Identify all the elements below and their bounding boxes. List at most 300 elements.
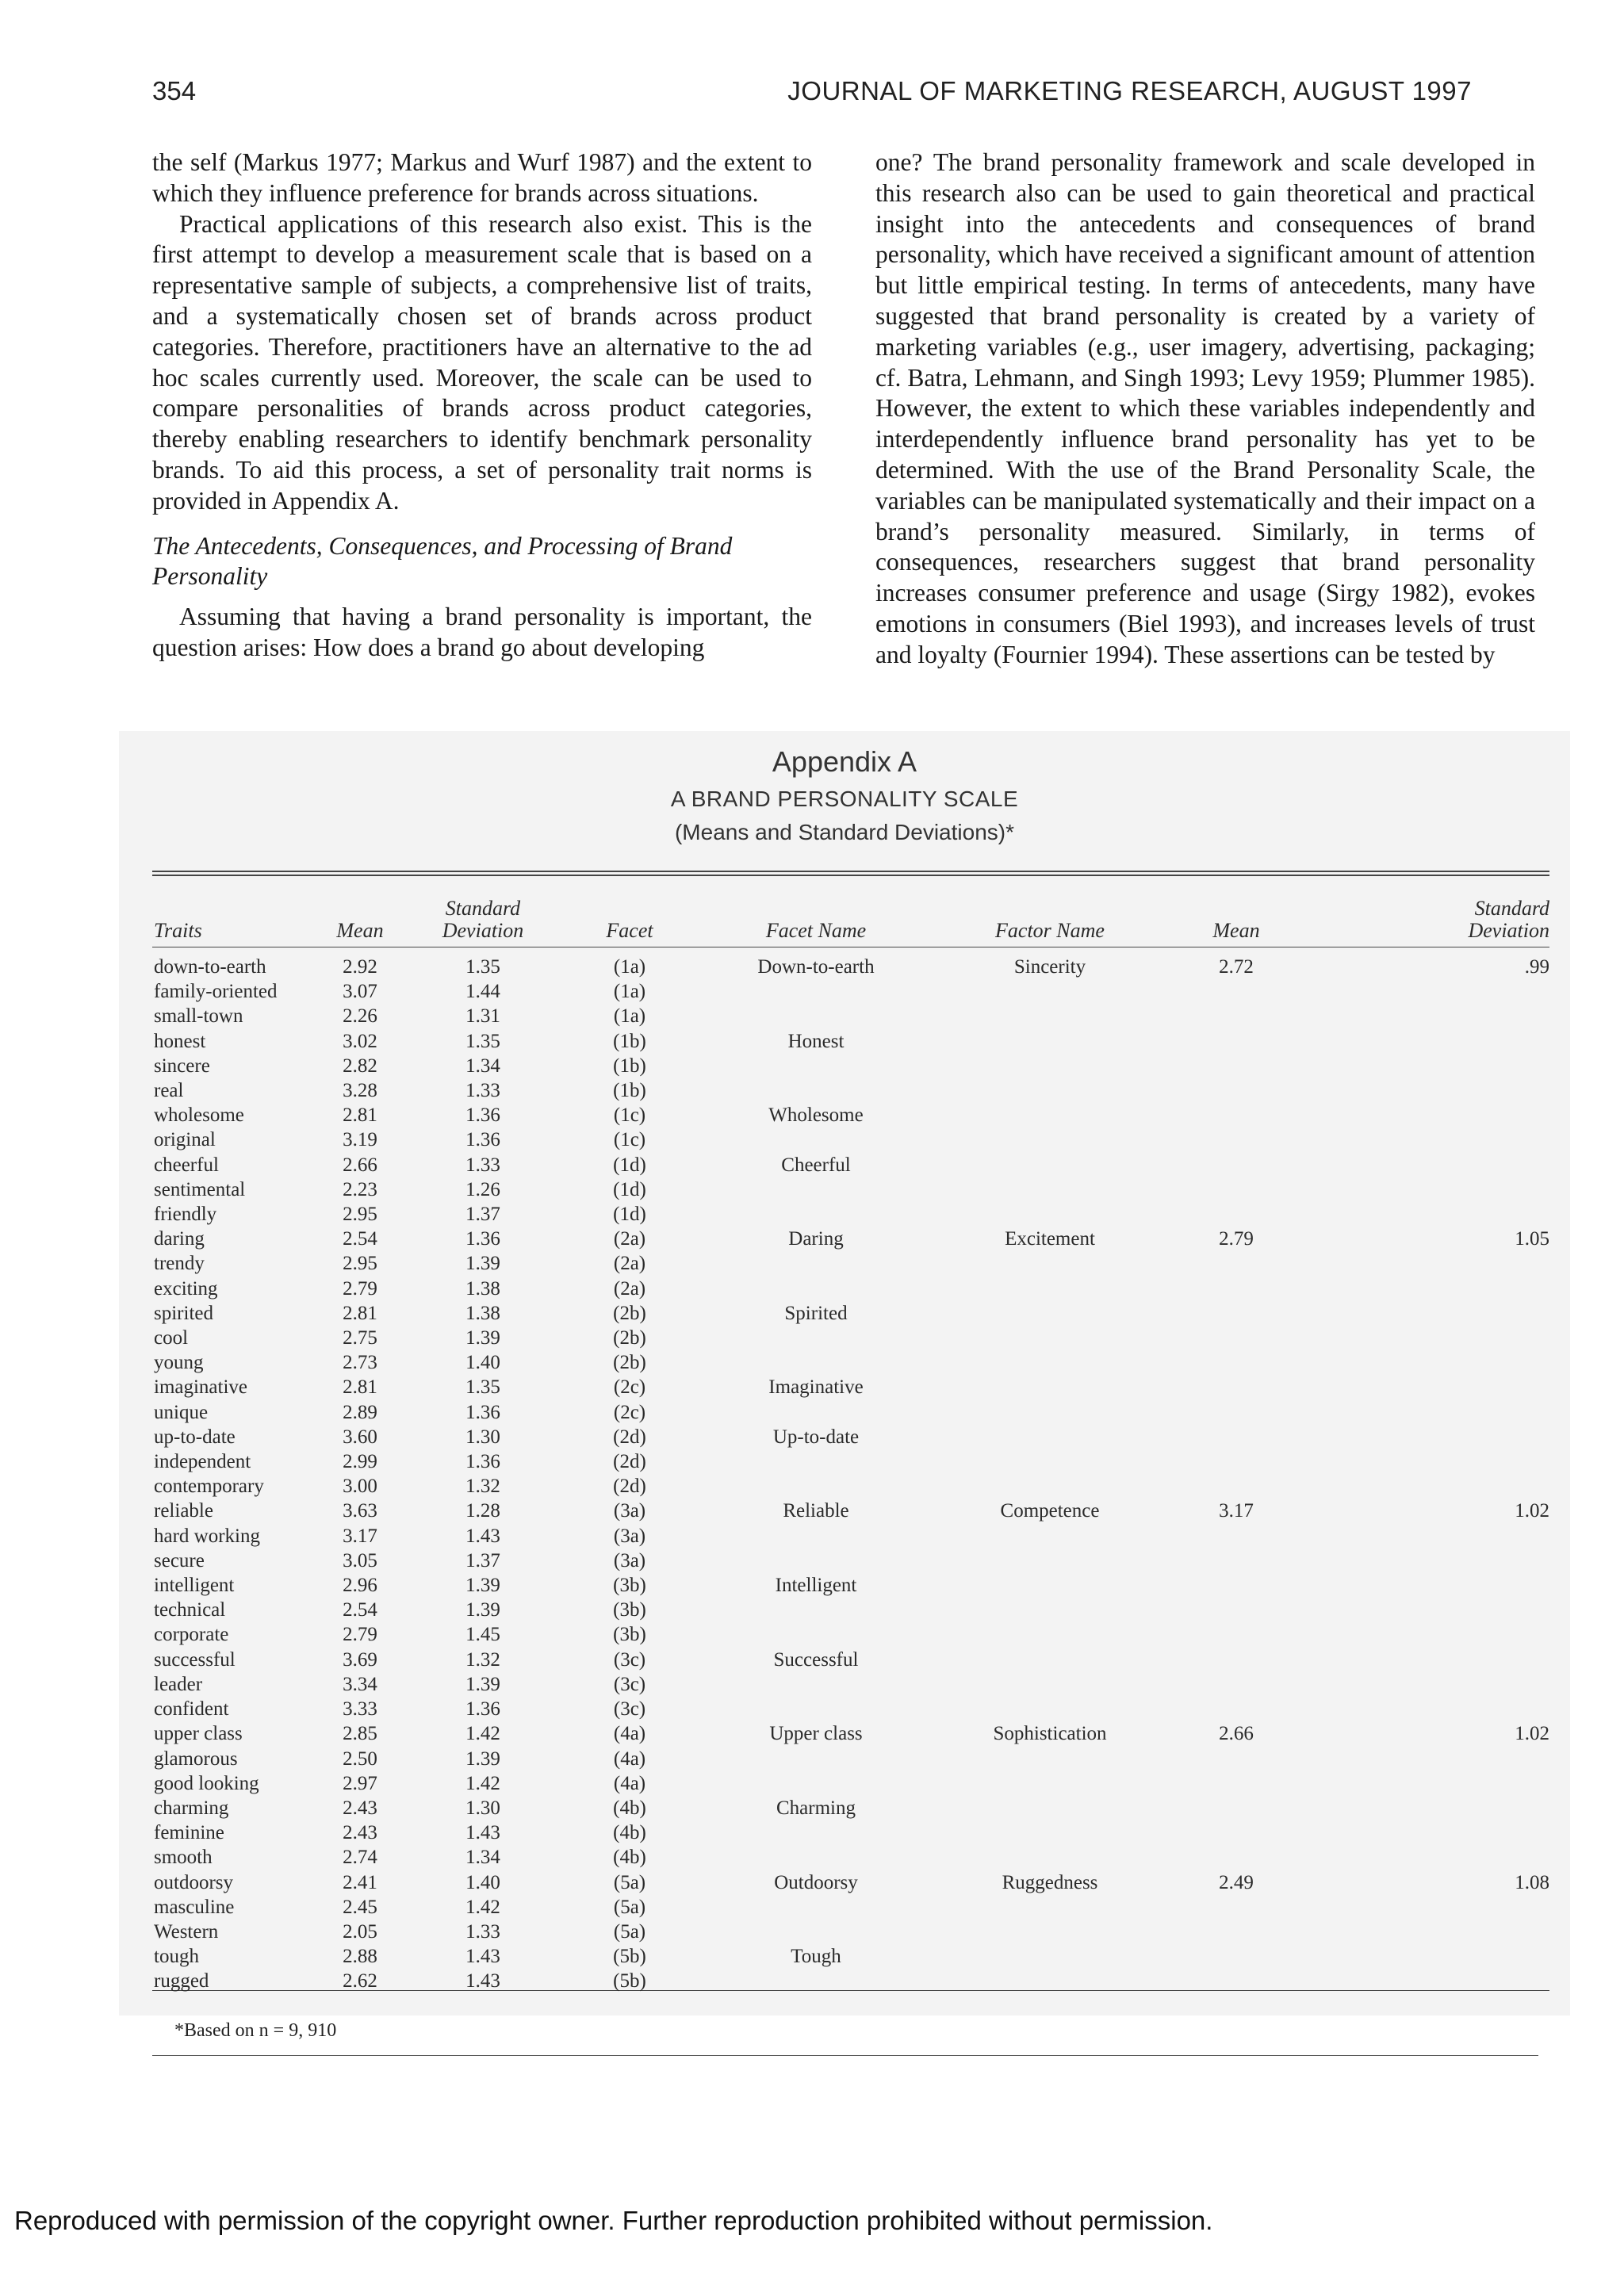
sd-cell: 1.28: [465, 1500, 500, 1522]
factor-mean-cell: [1169, 1054, 1304, 1078]
table-row: [154, 1697, 1549, 1721]
table-row: [154, 1870, 1549, 1895]
facet-name-cell: [701, 1969, 931, 1993]
factor-name-cell: [931, 1277, 1169, 1301]
table-header-row: [154, 882, 1549, 945]
sd-cell: 1.39: [465, 1253, 500, 1275]
factor-sd-cell: [1304, 1449, 1549, 1474]
trait-cell: technical: [154, 1599, 226, 1621]
sd-cell: 1.43: [465, 1946, 500, 1968]
trait-cell: good looking: [154, 1772, 259, 1794]
factor-sd-cell: [1304, 1747, 1549, 1771]
facet-cell: (2c): [613, 1401, 646, 1423]
factor-sd-cell: [1304, 1301, 1549, 1326]
mean-cell: 3.07: [343, 981, 377, 1003]
factor-name-cell: [931, 1400, 1169, 1425]
factor-mean-cell: [1169, 1969, 1304, 1993]
factor-name-cell: [931, 1697, 1169, 1721]
factor-sd-cell: [1304, 1425, 1549, 1449]
mean-cell: 2.23: [343, 1178, 377, 1200]
facet-name-cell: [701, 1202, 931, 1227]
factor-name-cell: [931, 1153, 1169, 1177]
facet-name-cell: [701, 1127, 931, 1152]
table-row: [154, 1548, 1549, 1573]
facet-cell: (1c): [613, 1104, 646, 1127]
factor-sd-cell: 1.02: [1515, 1500, 1549, 1522]
mean-cell: 2.82: [343, 1055, 377, 1077]
sd-cell: 1.35: [465, 956, 500, 978]
factor-sd-cell: [1304, 1920, 1549, 1944]
factor-name-cell: Excitement: [1005, 1228, 1095, 1250]
journal-title: JOURNAL OF MARKETING RESEARCH, AUGUST 1997: [787, 76, 1472, 105]
trait-cell: cheerful: [154, 1154, 219, 1176]
factor-sd-cell: 1.08: [1515, 1871, 1549, 1893]
table-row: [154, 1499, 1549, 1523]
facet-name-cell: Tough: [791, 1946, 841, 1968]
factor-mean-cell: [1169, 1277, 1304, 1301]
factor-name-cell: [931, 1548, 1169, 1573]
facet-name-cell: Imaginative: [768, 1376, 864, 1399]
factor-name-cell: [931, 1622, 1169, 1647]
trait-cell: original: [154, 1129, 216, 1151]
factor-sd-cell: [1304, 1820, 1549, 1845]
factor-mean-cell: [1169, 1202, 1304, 1227]
mean-cell: 2.79: [343, 1277, 377, 1300]
factor-sd-cell: 1.02: [1515, 1723, 1549, 1745]
trait-cell: imaginative: [154, 1376, 248, 1399]
factor-sd-cell: [1304, 1004, 1549, 1028]
facet-name-cell: Outdoorsy: [774, 1871, 858, 1893]
trait-cell: feminine: [154, 1822, 224, 1844]
table-row: [154, 1747, 1549, 1771]
table-row: [154, 1449, 1549, 1474]
facet-cell: (3a): [613, 1549, 646, 1571]
trait-cell: up-to-date: [154, 1426, 236, 1448]
trait-cell: family-oriented: [154, 981, 278, 1003]
trait-cell: outdoorsy: [154, 1871, 233, 1893]
table-footnote: *Based on n = 9, 910: [174, 2020, 337, 2041]
trait-cell: leader: [154, 1673, 203, 1695]
trait-cell: daring: [154, 1228, 205, 1250]
facet-name-cell: [701, 1474, 931, 1499]
mean-cell: 2.81: [343, 1376, 377, 1399]
sd-cell: 1.38: [465, 1277, 500, 1300]
table-row: [154, 1227, 1549, 1251]
facet-cell: (4b): [613, 1847, 646, 1869]
mean-cell: 3.00: [343, 1476, 377, 1498]
trait-cell: independent: [154, 1451, 251, 1473]
sd-cell: 1.40: [465, 1871, 500, 1893]
sd-cell: 1.26: [465, 1178, 500, 1200]
sd-cell: 1.44: [465, 981, 500, 1003]
sd-cell: 1.30: [465, 1797, 500, 1819]
factor-name-cell: [931, 1747, 1169, 1771]
mean-cell: 3.05: [343, 1549, 377, 1571]
facet-name-cell: [701, 1598, 931, 1622]
facet-cell: (5b): [613, 1970, 646, 1992]
facet-cell: (4b): [613, 1797, 646, 1819]
table-row: [154, 1648, 1549, 1672]
factor-mean-cell: [1169, 1598, 1304, 1622]
facet-name-cell: [701, 1697, 931, 1721]
factor-mean-cell: [1169, 1029, 1304, 1054]
factor-mean-cell: [1169, 1078, 1304, 1103]
mean-cell: 3.28: [343, 1080, 377, 1102]
trait-cell: sincere: [154, 1055, 210, 1077]
factor-sd-cell: [1304, 1202, 1549, 1227]
mean-cell: 2.66: [343, 1154, 377, 1176]
table-row: [154, 1078, 1549, 1103]
trait-cell: Western: [154, 1920, 219, 1943]
factor-sd-cell: [1304, 1251, 1549, 1276]
reproduction-notice: Reproduced with permission of the copyright owner. Further reproduction prohibited without permission.: [14, 2206, 1213, 2235]
facet-name-cell: [701, 1326, 931, 1350]
factor-sd-cell: [1304, 1548, 1549, 1573]
factor-name-cell: [931, 1103, 1169, 1127]
factor-mean-cell: [1169, 1301, 1304, 1326]
factor-sd-cell: [1304, 1771, 1549, 1796]
mean-cell: 3.19: [343, 1129, 377, 1151]
factor-sd-cell: [1304, 1573, 1549, 1598]
facet-cell: (1d): [613, 1204, 646, 1226]
trait-cell: honest: [154, 1030, 206, 1052]
facet-name-cell: [701, 1177, 931, 1202]
trait-cell: cool: [154, 1327, 189, 1349]
factor-mean-cell: [1169, 1796, 1304, 1820]
facet-cell: (2d): [613, 1451, 646, 1473]
factor-mean-cell: 2.66: [1219, 1723, 1254, 1745]
factor-sd-cell: 1.05: [1515, 1228, 1549, 1250]
facet-name-cell: [701, 979, 931, 1004]
factor-sd-cell: [1304, 1895, 1549, 1920]
factor-mean-cell: [1169, 979, 1304, 1004]
footnote-rule: [152, 2055, 1538, 2056]
facet-cell: (2b): [613, 1302, 646, 1324]
facet-name-cell: Upper class: [769, 1723, 863, 1745]
facet-cell: (3a): [613, 1525, 646, 1547]
trait-cell: spirited: [154, 1302, 213, 1324]
factor-name-cell: [931, 1648, 1169, 1672]
mean-cell: 2.95: [343, 1253, 377, 1275]
trait-cell: trendy: [154, 1253, 205, 1275]
factor-mean-cell: [1169, 1845, 1304, 1870]
facet-name-cell: [701, 1820, 931, 1845]
table-row: [154, 1573, 1549, 1598]
mean-cell: 2.26: [343, 1005, 377, 1028]
factor-name-cell: Sincerity: [1013, 956, 1086, 978]
factor-mean-cell: [1169, 1622, 1304, 1647]
factor-name-cell: [931, 1127, 1169, 1152]
trait-cell: rugged: [154, 1970, 209, 1992]
sd-cell: 1.39: [465, 1673, 500, 1695]
table-row: [154, 1425, 1549, 1449]
factor-mean-cell: [1169, 1425, 1304, 1449]
column-header: Facet: [606, 919, 653, 942]
table-row: [154, 1202, 1549, 1227]
facet-name-cell: Successful: [773, 1648, 859, 1671]
factor-mean-cell: [1169, 1375, 1304, 1399]
trait-cell: small-town: [154, 1005, 243, 1028]
sd-cell: 1.43: [465, 1822, 500, 1844]
table-row: [154, 945, 1549, 979]
factor-mean-cell: [1169, 1648, 1304, 1672]
factor-mean-cell: [1169, 1103, 1304, 1127]
trait-cell: real: [154, 1080, 184, 1102]
appendix-note: (Means and Standard Deviations)*: [674, 820, 1014, 844]
factor-name-cell: [931, 1054, 1169, 1078]
sd-cell: 1.30: [465, 1426, 500, 1448]
table-rule-top-double: [152, 875, 1549, 876]
column-header: Traits: [154, 919, 202, 942]
table-row: [154, 1721, 1549, 1746]
mean-cell: 2.97: [343, 1772, 377, 1794]
table-rule-top: [152, 871, 1549, 872]
table-row: [154, 1400, 1549, 1425]
mean-cell: 3.33: [343, 1698, 377, 1721]
facet-cell: (2d): [613, 1426, 646, 1448]
factor-sd-cell: [1304, 1350, 1549, 1375]
factor-name-cell: [931, 1796, 1169, 1820]
sd-cell: 1.42: [465, 1896, 500, 1918]
factor-name-cell: [931, 1029, 1169, 1054]
trait-cell: contemporary: [154, 1476, 264, 1498]
factor-name-cell: [931, 1895, 1169, 1920]
facet-name-cell: Up-to-date: [772, 1426, 860, 1448]
table-row: [154, 1969, 1549, 1993]
running-header: [152, 76, 1472, 114]
mean-cell: 3.69: [343, 1648, 377, 1671]
facet-name-cell: [701, 1054, 931, 1078]
sd-cell: 1.45: [465, 1624, 500, 1646]
factor-mean-cell: [1169, 1771, 1304, 1796]
trait-cell: exciting: [154, 1277, 218, 1300]
sd-cell: 1.36: [465, 1228, 500, 1250]
factor-sd-cell: [1304, 1697, 1549, 1721]
trait-cell: young: [154, 1352, 204, 1374]
paragraph: one? The brand personality framework and scale developed in this research also can be used to gain theoretical and practical insight into the antecedents and consequences of brand personality, which have received a significant amount of attention but little empirical testing. In terms of antecedents, many have suggested that brand personality is created by a variety of marketing variables (e.g., user imagery, advertising, packaging; cf. Batra, Lehmann, and Singh 1993; Levy 1959; Plummer 1985). However, the extent to which these variables independently and interdependently influence brand personality has yet to be determined. With the use of the Brand Personality Scale, the variables can be manipulated systematically and their impact on a brand’s personality measured. Similarly, in terms of consequences, researchers suggest that brand personality increases consumer preference and usage (Sirgy 1982), evokes emotions in consumers (Biel 1993), and increases levels of trust and loyalty (Fournier 1994). These assertions can be tested by: [875, 148, 1535, 668]
trait-cell: tough: [154, 1946, 199, 1968]
facet-cell: (3a): [613, 1500, 646, 1522]
factor-mean-cell: [1169, 1944, 1304, 1969]
factor-mean-cell: 3.17: [1219, 1500, 1254, 1522]
factor-mean-cell: [1169, 1548, 1304, 1573]
factor-mean-cell: [1169, 1153, 1304, 1177]
table-row: [154, 1301, 1549, 1326]
facet-cell: (1d): [613, 1178, 646, 1200]
facet-name-cell: [701, 1350, 931, 1375]
factor-sd-cell: [1304, 1845, 1549, 1870]
page-number: 354: [152, 76, 197, 105]
factor-name-cell: [931, 1078, 1169, 1103]
factor-sd-cell: [1304, 1153, 1549, 1177]
factor-sd-cell: [1304, 1078, 1549, 1103]
factor-sd-cell: [1304, 1127, 1549, 1152]
mean-cell: 2.88: [343, 1946, 377, 1968]
mean-cell: 3.60: [343, 1426, 377, 1448]
factor-mean-cell: [1169, 1474, 1304, 1499]
factor-sd-cell: [1304, 979, 1549, 1004]
mean-cell: 3.17: [343, 1525, 377, 1547]
factor-name-cell: [931, 1820, 1169, 1845]
sd-cell: 1.36: [465, 1698, 500, 1721]
table-row: [154, 1820, 1549, 1845]
sd-cell: 1.33: [465, 1154, 500, 1176]
mean-cell: 3.63: [343, 1500, 377, 1522]
table-row: [154, 1054, 1549, 1078]
factor-sd-cell: [1304, 1796, 1549, 1820]
factor-mean-cell: [1169, 1127, 1304, 1152]
facet-name-cell: Spirited: [784, 1302, 848, 1324]
factor-mean-cell: [1169, 1820, 1304, 1845]
facet-cell: (2d): [613, 1476, 646, 1498]
table-row: [154, 1920, 1549, 1944]
factor-sd-cell: [1304, 1177, 1549, 1202]
facet-cell: (2b): [613, 1352, 646, 1374]
column-header: Mean: [1212, 919, 1260, 942]
appendix-title: Appendix A: [772, 745, 917, 778]
factor-mean-cell: [1169, 1326, 1304, 1350]
factor-sd-cell: [1304, 1103, 1549, 1127]
sd-cell: 1.31: [465, 1005, 500, 1028]
facet-name-cell: [701, 1524, 931, 1548]
sd-cell: 1.36: [465, 1401, 500, 1423]
factor-name-cell: [931, 1474, 1169, 1499]
paragraph: the self (Markus 1977; Markus and Wurf 1987) and the extent to which they influence preference for brands across situations.: [152, 148, 812, 207]
sd-cell: 1.36: [465, 1104, 500, 1127]
mean-cell: 2.81: [343, 1104, 377, 1127]
factor-name-cell: [931, 1425, 1169, 1449]
facet-cell: (4a): [613, 1772, 646, 1794]
trait-cell: intelligent: [154, 1575, 235, 1597]
factor-sd-cell: [1304, 1648, 1549, 1672]
paragraph: Practical applications of this research also exist. This is the first attempt to develop a measurement scale that is based on a representative sample of subjects, a comprehensive list of traits, and a systematically chosen set of brands across product categories. Therefore, practitioners have an alternative to the ad hoc scales currently used. Moreover, the scale can be used to compare personalities of brands across product categories, thereby enabling researchers to identify benchmark personality brands. To aid this process, a set of personality trait norms is provided in Appendix A.: [152, 209, 812, 515]
factor-sd-cell: [1304, 1474, 1549, 1499]
factor-name-cell: [931, 1350, 1169, 1375]
facet-cell: (3b): [613, 1575, 646, 1597]
facet-cell: (5a): [613, 1920, 646, 1943]
factor-mean-cell: [1169, 1524, 1304, 1548]
trait-cell: masculine: [154, 1896, 235, 1918]
table-row: [154, 1375, 1549, 1399]
brand-personality-table: [154, 882, 1549, 1994]
trait-cell: sentimental: [154, 1178, 246, 1200]
mean-cell: 2.74: [343, 1847, 377, 1869]
trait-cell: secure: [154, 1549, 205, 1571]
factor-mean-cell: [1169, 1672, 1304, 1697]
factor-sd-cell: [1304, 1029, 1549, 1054]
table-row: [154, 1771, 1549, 1796]
factor-mean-cell: [1169, 1400, 1304, 1425]
facet-name-cell: [701, 1622, 931, 1647]
trait-cell: upper class: [154, 1723, 243, 1745]
appendix-subtitle: A BRAND PERSONALITY SCALE: [670, 787, 1019, 811]
mean-cell: 2.79: [343, 1624, 377, 1646]
facet-cell: (1b): [613, 1080, 646, 1102]
paragraph: Assuming that having a brand personality is important, the question arises: How does a brand go about developing: [152, 603, 812, 661]
table-row: [154, 1672, 1549, 1697]
factor-name-cell: [931, 1326, 1169, 1350]
facet-cell: (5a): [613, 1871, 646, 1893]
facet-cell: (2c): [613, 1376, 646, 1399]
facet-cell: (5a): [613, 1896, 646, 1918]
factor-name-cell: [931, 1202, 1169, 1227]
factor-name-cell: [931, 1251, 1169, 1276]
factor-name-cell: Sophistication: [993, 1723, 1107, 1745]
trait-cell: charming: [154, 1797, 229, 1819]
factor-mean-cell: [1169, 1920, 1304, 1944]
trait-cell: unique: [154, 1401, 209, 1423]
factor-sd-cell: [1304, 1326, 1549, 1350]
trait-cell: hard working: [154, 1525, 260, 1547]
column-header: Mean: [336, 919, 384, 942]
factor-mean-cell: [1169, 1895, 1304, 1920]
facet-cell: (2a): [613, 1253, 646, 1275]
factor-name-cell: [931, 1969, 1169, 1993]
mean-cell: 2.92: [343, 956, 377, 978]
sd-cell: 1.35: [465, 1030, 500, 1052]
facet-cell: (2b): [613, 1327, 646, 1349]
facet-name-cell: [701, 1078, 931, 1103]
mean-cell: 2.43: [343, 1822, 377, 1844]
table-row: [154, 1127, 1549, 1152]
facet-name-cell: Daring: [788, 1228, 844, 1250]
table-row: [154, 1622, 1549, 1647]
sd-cell: 1.38: [465, 1302, 500, 1324]
sd-cell: 1.39: [465, 1599, 500, 1621]
facet-cell: (4a): [613, 1723, 646, 1745]
trait-cell: corporate: [154, 1624, 229, 1646]
sd-cell: 1.43: [465, 1970, 500, 1992]
table-row: [154, 1153, 1549, 1177]
facet-name-cell: [701, 1920, 931, 1944]
factor-sd-cell: [1304, 1622, 1549, 1647]
factor-mean-cell: 2.49: [1219, 1871, 1254, 1893]
facet-cell: (2a): [613, 1228, 646, 1250]
mean-cell: 3.02: [343, 1030, 377, 1052]
factor-mean-cell: [1169, 1449, 1304, 1474]
facet-cell: (1d): [613, 1154, 646, 1176]
table-row: [154, 1177, 1549, 1202]
mean-cell: 2.99: [343, 1451, 377, 1473]
trait-cell: wholesome: [154, 1104, 244, 1127]
sd-cell: 1.32: [465, 1648, 500, 1671]
factor-name-cell: [931, 1920, 1169, 1944]
mean-cell: 2.85: [343, 1723, 377, 1745]
section-subheading: The Antecedents, Consequences, and Processing of Brand Personality: [152, 531, 733, 591]
facet-cell: (3c): [613, 1698, 646, 1721]
trait-cell: glamorous: [154, 1747, 238, 1770]
factor-name-cell: [931, 1301, 1169, 1326]
sd-cell: 1.39: [465, 1747, 500, 1770]
facet-cell: (4b): [613, 1822, 646, 1844]
factor-name-cell: [931, 1573, 1169, 1598]
factor-name-cell: [931, 1598, 1169, 1622]
factor-sd-cell: [1304, 1277, 1549, 1301]
table-row: [154, 1103, 1549, 1127]
mean-cell: 2.41: [343, 1871, 377, 1893]
sd-cell: 1.34: [465, 1847, 500, 1869]
facet-name-cell: [701, 1548, 931, 1573]
sd-cell: 1.42: [465, 1772, 500, 1794]
table-row: [154, 1845, 1549, 1870]
column-header: Factor Name: [995, 919, 1105, 942]
factor-name-cell: [931, 1524, 1169, 1548]
facet-name-cell: [701, 1251, 931, 1276]
factor-sd-cell: [1304, 1054, 1549, 1078]
mean-cell: 2.75: [343, 1327, 377, 1349]
facet-cell: (1c): [613, 1129, 646, 1151]
facet-name-cell: [701, 1771, 931, 1796]
